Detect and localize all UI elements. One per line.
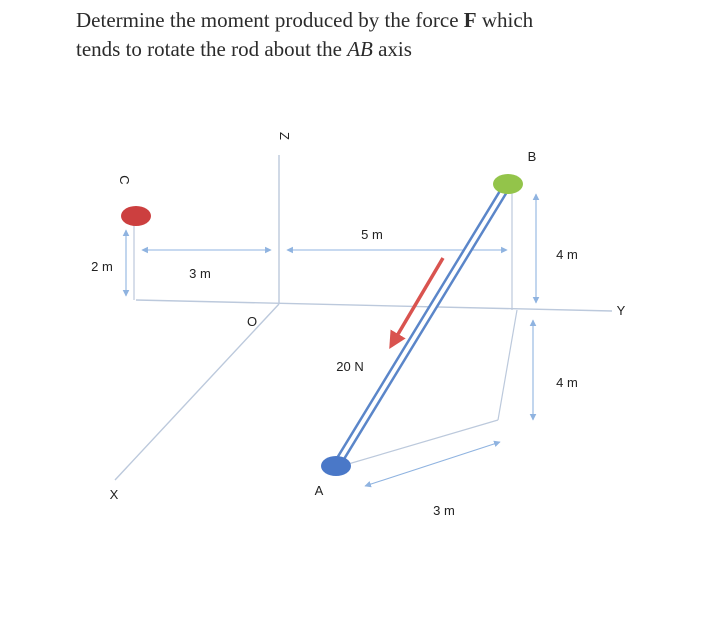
force-symbol: F xyxy=(463,8,477,32)
problem-text: axis xyxy=(372,37,412,61)
b-height-label: 4 m xyxy=(556,247,578,262)
a-offset-label: 3 m xyxy=(433,503,455,518)
a-depth-line xyxy=(498,310,517,420)
y-axis-label: Y xyxy=(616,303,626,318)
point-b-label: B xyxy=(527,149,537,164)
axis-symbol: AB xyxy=(347,37,373,61)
problem-text: Determine the moment produced by the force xyxy=(76,8,464,32)
problem-text: which xyxy=(476,8,534,32)
force-magnitude-label: 20 N xyxy=(336,359,364,374)
z-axis-label: Z xyxy=(277,132,292,140)
point-a-marker xyxy=(321,456,351,476)
z-to-b-label: 5 m xyxy=(361,227,383,242)
y-axis-line xyxy=(136,300,612,311)
a-offset-dimension xyxy=(365,442,500,486)
a-depth-label: 4 m xyxy=(556,375,578,390)
c-height-label: 2 m xyxy=(91,259,113,274)
point-b-marker xyxy=(493,174,523,194)
point-c-label: C xyxy=(117,175,132,185)
point-c-marker xyxy=(121,206,151,226)
origin-label: O xyxy=(246,314,258,329)
c-to-z-label: 3 m xyxy=(189,266,211,281)
x-axis-line xyxy=(115,304,279,480)
point-a-label: A xyxy=(314,483,324,498)
problem-text: tends to rotate the rod about the xyxy=(76,37,348,61)
x-axis-label: X xyxy=(109,487,119,502)
